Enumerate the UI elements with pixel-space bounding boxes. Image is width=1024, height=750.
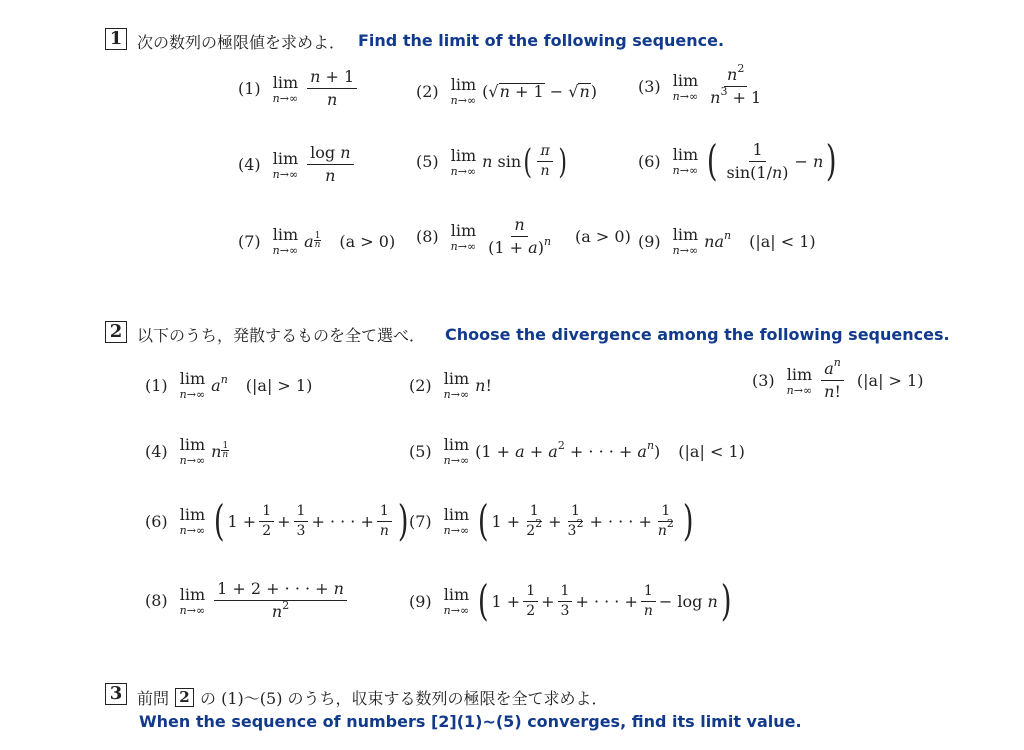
condition: (|a| > 1) [245, 375, 313, 395]
lim-word: lim [272, 148, 299, 168]
problem-label: (5) [409, 441, 432, 461]
q2-problem-9: (9) lim n→∞ ( 1 + $\frac{1}{2}$ + $\frac{1}{3}$ + · · · + $\frac{1}{n}$ − log n ) [409, 576, 732, 625]
lim-word: lim [179, 584, 206, 604]
problem-label: (5) [416, 152, 439, 171]
q2-problem-2: (2) lim n→∞ n! [409, 369, 492, 401]
lim-sub: n→∞ [450, 164, 477, 178]
lim-word: lim [179, 505, 206, 524]
problem-label: (6) [145, 511, 168, 531]
condition: (|a| < 1) [749, 231, 816, 251]
lim-word: lim [450, 220, 477, 240]
question-1-number: 1 [105, 28, 127, 50]
q1-problem-8: (8) lim n→∞ $\frac{n}{(1 + a)^n}$ (a > 0) [416, 215, 631, 257]
question-3-text-jp [137, 686, 608, 709]
problem-label: (1) [238, 79, 261, 98]
q2-problem-7: (7) lim n→∞ ( 1 + $\frac{1}{2^2}$ + $\frac{1}{3^2}$ + · · · + $\frac{1}{n^2}$ ) [409, 496, 694, 545]
q1-problem-2: (2) lim n→∞ ( √ n + 1 − √ n ) [416, 75, 598, 107]
q1-problem-6: (6) lim n→∞ ( $\frac{1}{\sin(1/n)}$ − n ) [638, 136, 837, 185]
lim-word: lim [672, 225, 699, 244]
lim-sub: n→∞ [272, 91, 299, 105]
lim-sub: n→∞ [450, 94, 477, 107]
lim-sub: n→∞ [179, 524, 206, 537]
lim-word: lim [443, 505, 470, 524]
lim-sub: n→∞ [450, 239, 477, 253]
q2-problem-1: (1) lim n→∞ $a^n$ (|a| > 1) [145, 369, 313, 401]
lim-sub: n→∞ [443, 604, 470, 617]
lim-word: lim [443, 435, 470, 454]
q1-problem-3: (3) lim n→∞ $\frac{n^2}{n^3 + 1}$ [638, 62, 762, 107]
lim-sub: n→∞ [672, 244, 699, 257]
lim-sub: n→∞ [443, 524, 470, 537]
problem-label: (7) [238, 231, 261, 251]
lim-sub: n→∞ [179, 454, 206, 467]
q2-problem-8: (8) lim n→∞ $\frac{1 + 2 + \cdot \cdot \cdot + n}{n^2}$ [145, 580, 350, 621]
question-3-ref-number: 2 [175, 688, 194, 707]
problem-label: (6) [638, 151, 661, 171]
question-1-text-jp: 次の数列の極限値を求めよ． [137, 33, 346, 52]
question-2-text-jp: 以下のうち，発散するものを全て選べ． [137, 326, 426, 345]
q2-problem-5: (5) lim n→∞ ($1 + a + a^2$ + · · · + $a^n$) (|a| < 1) [409, 435, 745, 467]
lim-word: lim [450, 145, 477, 165]
lim-word: lim [443, 369, 470, 388]
question-2-text-en: Choose the divergence among the following sequences. [445, 325, 950, 344]
lim-sub: n→∞ [672, 89, 699, 103]
problem-label: (2) [416, 81, 439, 101]
lim-sub: n→∞ [786, 383, 813, 397]
problem-label: (7) [409, 511, 432, 531]
question-3-text-pre: 前問 [137, 689, 170, 708]
problem-label: (2) [409, 375, 432, 395]
lim-word: lim [672, 70, 699, 90]
lim-word: lim [179, 369, 206, 388]
problem-label: (4) [145, 441, 168, 461]
lim-sub: n→∞ [272, 244, 299, 257]
lim-sub: n→∞ [179, 388, 206, 401]
question-2-number: 2 [105, 321, 127, 343]
question-3-text-en: When the sequence of numbers [2](1)~(5) converges, find its limit value. [139, 712, 802, 731]
problem-label: (9) [638, 231, 661, 251]
question-3-text-post: の (1)〜(5) のうち，収束する数列の極限を全て求めよ． [200, 689, 608, 708]
problem-label: (8) [145, 591, 168, 610]
lim-sub: n→∞ [179, 603, 206, 617]
problem-label: (3) [638, 77, 661, 96]
lim-sub: n→∞ [443, 454, 470, 467]
lim-sub: n→∞ [272, 167, 299, 181]
lim-sub: n→∞ [672, 164, 699, 177]
problem-label: (9) [409, 591, 432, 611]
lim-word: lim [786, 364, 813, 384]
problem-label: (4) [238, 155, 261, 174]
lim-sub: n→∞ [443, 388, 470, 401]
q1-problem-1: (1) lim n→∞ $\frac{n + 1}{n}$ [238, 68, 360, 109]
condition: (|a| > 1) [856, 371, 924, 390]
q1-problem-9: (9) lim n→∞ $na^n$ (|a| < 1) [638, 225, 816, 257]
question-1-text-en: Find the limit of the following sequence. [358, 31, 725, 50]
lim-word: lim [272, 72, 299, 92]
condition: (|a| < 1) [678, 441, 745, 461]
condition: (a > 0) [575, 227, 631, 246]
lim-word: lim [672, 145, 699, 164]
problem-label: (1) [145, 375, 168, 395]
problem-label: (8) [416, 227, 439, 246]
q2-problem-3: (3) lim n→∞ $\frac{a^n}{n!}$ (|a| > 1) [752, 356, 924, 401]
q2-problem-6: (6) lim n→∞ ( 1 + $\frac{1}{2}$ + $\frac{1}{3}$ + · · · + $\frac{1}{n}$ ) [145, 496, 409, 545]
question-3-number: 3 [105, 683, 127, 705]
lim-word: lim [179, 435, 206, 454]
problem-label: (3) [752, 371, 775, 390]
q2-problem-4: (4) lim n→∞ n $\frac{1}{n}$ [145, 435, 229, 467]
q1-problem-7: (7) lim n→∞ a $\frac{1}{n}$ (a > 0) [238, 225, 396, 257]
lim-word: lim [450, 75, 477, 94]
lim-word: lim [443, 585, 470, 604]
q1-problem-4: (4) lim n→∞ $\frac{\text{log n}}{n}$ [238, 144, 357, 185]
condition: (a > 0) [339, 231, 396, 251]
q1-problem-5: (5) lim n→∞ n sin ( $\frac{\pi}{n}$ ) [416, 141, 567, 182]
lim-word: lim [272, 225, 299, 244]
